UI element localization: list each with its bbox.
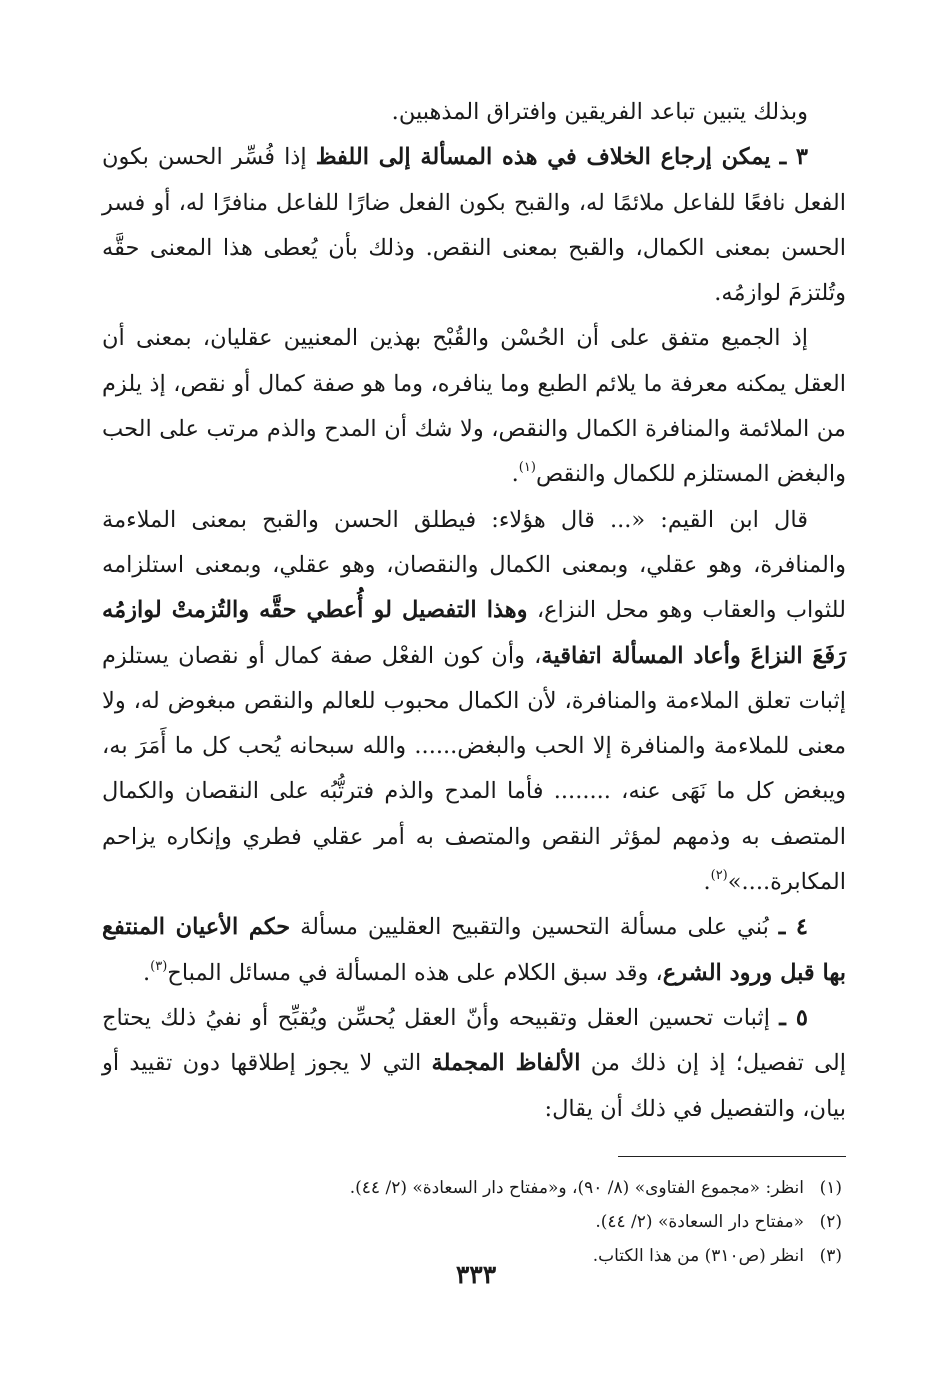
paragraph-4-text-a: قال ابن القيم: «... قال هؤلاء: فيطلق الحسن والقبح بمعنى الملاءمة والمنافرة، وهو عقلي، وبمعنى الكمال والنقصان، وهو عقلي، وبمعنى استلزامه للثواب والعقاب وهو محل النزاع، bbox=[102, 506, 846, 624]
footnote-2 bbox=[102, 1205, 846, 1239]
paragraph-4-end: . bbox=[703, 869, 711, 896]
item-number-5: ٥ ـ bbox=[779, 1004, 808, 1031]
paragraph-4 bbox=[102, 498, 846, 906]
footnote-ref-1[interactable]: (١) bbox=[518, 460, 536, 476]
paragraph-5-end: . bbox=[143, 959, 151, 986]
paragraph-2 bbox=[102, 135, 846, 316]
footnote-separator bbox=[618, 1156, 846, 1157]
paragraph-1 bbox=[102, 90, 846, 135]
paragraph-5-bold: حكم الأعيان المنتفع بها قبل ورود الشرع bbox=[102, 914, 846, 986]
item-number-3: ٣ ـ bbox=[779, 144, 808, 171]
paragraph-6-text-b: التي لا يجوز إطلاقها دون تقييد أو بيان، والتفصيل في ذلك أن يقال: bbox=[102, 1050, 846, 1122]
footnote-1-mark: (١) bbox=[819, 1177, 842, 1198]
footnote-ref-3[interactable]: (٣) bbox=[150, 958, 168, 974]
footnote-2-mark: (٢) bbox=[819, 1211, 842, 1232]
footnote-1 bbox=[102, 1171, 846, 1205]
footnote-1-text: انظر: «مجموع الفتاوى» (٨/ ٩٠)، و«مفتاح دار السعادة» (٢/ ٤٤). bbox=[349, 1177, 804, 1198]
paragraph-6 bbox=[102, 996, 846, 1132]
paragraph-3-text: إذ الجميع متفق على أن الحُسْن والقُبْح بهذين المعنيين عقليان، بمعنى أن العقل يمكنه معرفة ما يلائم الطبع وما ينافره، وما هو صفة كمال أو نقص، إذ يلزم من الملائمة والمنافرة الكمال والنقص، ولا شك أن المدح والذم مرتب على الحب والبغض المستلزم للكمال والنقص bbox=[102, 325, 846, 488]
page-content bbox=[102, 90, 846, 1273]
footnote-2-text: «مفتاح دار السعادة» (٢/ ٤٤). bbox=[595, 1211, 804, 1232]
paragraph-2-bold: يمكن إرجاع الخلاف في هذه المسألة إلى اللفظ bbox=[315, 144, 771, 171]
paragraph-2-text: إذا فُسِّر الحسن بكون الفعل نافعًا للفاعل ملائمًا له، والقبح بكون الفعل ضارًا للفاعل منافرًا له، أو فسر الحسن بمعنى الكمال، والقبح بمعنى النقص. وذلك بأن يُعطى هذا المعنى حقَّه وتُلتزمَ لوازمُه. bbox=[102, 144, 846, 307]
paragraph-5-text-a: بُني على مسألة التحسين والتقبيح العقليين مسألة bbox=[290, 914, 779, 941]
paragraph-4-text-b: ، وأن كون الفعْل صفة كمال أو نقصان يستلزم إثبات تعلق الملاءمة والمنافرة، لأن الكمال محبوب للعالم والنقص مبغوض له، ولا معنى للملاءمة والمنافرة إلا الحب والبغض...... والله سبحانه يُحب كل ما أَمَرَ به، ويبغض كل ما نَهَى عنه، ........ فأما المدح والذم فترتُّبُه على النقصان والكمال المتصف به وذمهم لمؤثر النقص والمتصف به أمر عقلي فطري وإنكاره يزاحم المكابرة....» bbox=[102, 642, 846, 896]
footnote-3-mark: (٣) bbox=[819, 1245, 842, 1266]
footnote-ref-2[interactable]: (٢) bbox=[710, 868, 728, 884]
page-number: ٣٣٣ bbox=[455, 1260, 497, 1289]
footnote-3-text: انظر (ص٣١٠) من هذا الكتاب. bbox=[592, 1245, 804, 1266]
footnotes bbox=[102, 1171, 846, 1273]
paragraph-5 bbox=[102, 905, 846, 996]
paragraph-3-end: . bbox=[511, 461, 519, 488]
paragraph-4-bold: وهذا التفصيل لو أُعطي حقَّه والتُزمتْ لوازمُه رَفَعَ النزاعَ وأعاد المسألة اتفاقية bbox=[102, 597, 847, 669]
item-number-4: ٤ ـ bbox=[778, 914, 808, 941]
paragraph-3 bbox=[102, 316, 846, 497]
main-text bbox=[102, 90, 846, 1132]
paragraph-6-bold: الألفاظ المجملة bbox=[431, 1050, 581, 1077]
paragraph-5-text-b: ، وقد سبق الكلام على هذه المسألة في مسائل المباح bbox=[167, 959, 663, 986]
paragraph-6-text-a: إثبات تحسين العقل وتقبيحه وأنّ العقل يُحسِّن ويُقبِّح أو نفيُ ذلك يحتاج إلى تفصيل؛ إذ إن ذلك من bbox=[102, 1004, 846, 1077]
paragraph-1-text: وبذلك يتبين تباعد الفريقين وافتراق المذهبين. bbox=[391, 99, 808, 125]
